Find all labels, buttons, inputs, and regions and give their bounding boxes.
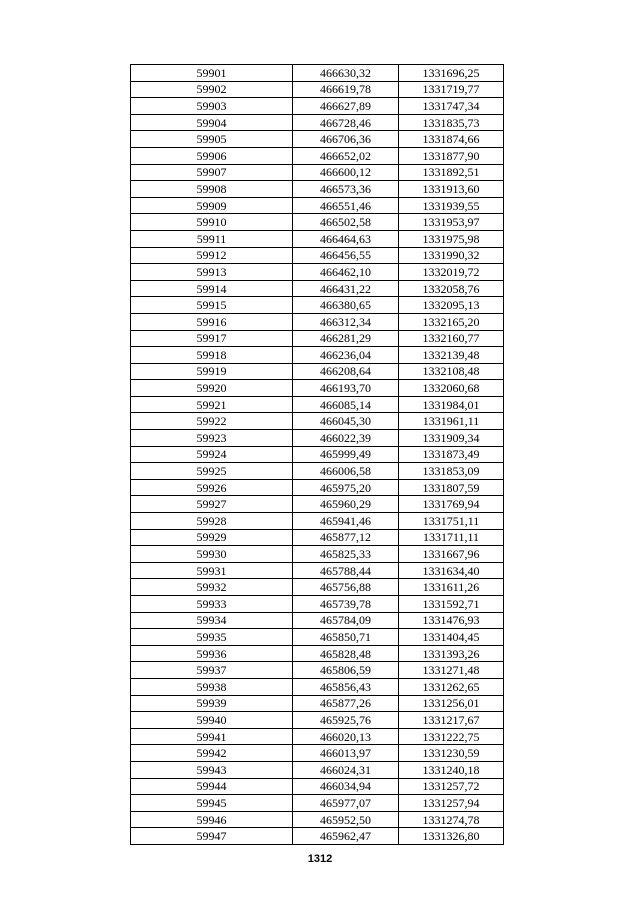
- x-coordinate-cell: 466281,29: [293, 330, 399, 347]
- y-coordinate-cell: 1331807,59: [399, 479, 504, 496]
- y-coordinate-cell: 1331751,11: [399, 513, 504, 530]
- x-coordinate-cell: 465850,71: [293, 629, 399, 646]
- x-coordinate-cell: 465756,88: [293, 579, 399, 596]
- table-row: [131, 214, 504, 231]
- table-row: [131, 380, 504, 397]
- page-number: 1312: [307, 853, 333, 865]
- y-coordinate-cell: 1331835,73: [399, 114, 504, 131]
- point-id-cell: 59932: [131, 579, 293, 596]
- point-id-cell: 59919: [131, 363, 293, 380]
- x-coordinate-cell: 466085,14: [293, 396, 399, 413]
- table-row: [131, 430, 504, 447]
- y-coordinate-cell: 1331667,96: [399, 546, 504, 563]
- point-id-cell: 59916: [131, 313, 293, 330]
- y-coordinate-cell: 1332060,68: [399, 380, 504, 397]
- y-coordinate-cell: 1331274,78: [399, 811, 504, 828]
- x-coordinate-cell: 465999,49: [293, 446, 399, 463]
- x-coordinate-cell: 466464,63: [293, 230, 399, 247]
- table-row: [131, 811, 504, 828]
- y-coordinate-cell: 1332058,76: [399, 280, 504, 297]
- table-row: [131, 629, 504, 646]
- x-coordinate-cell: 466034,94: [293, 778, 399, 795]
- y-coordinate-cell: 1331611,26: [399, 579, 504, 596]
- y-coordinate-cell: 1331939,55: [399, 197, 504, 214]
- y-coordinate-cell: 1331271,48: [399, 662, 504, 679]
- point-id-cell: 59917: [131, 330, 293, 347]
- table-row: [131, 297, 504, 314]
- y-coordinate-cell: 1331874,66: [399, 131, 504, 148]
- x-coordinate-cell: 465828,48: [293, 645, 399, 662]
- table-row: [131, 645, 504, 662]
- table-row: [131, 712, 504, 729]
- table-row: [131, 181, 504, 198]
- x-coordinate-cell: 466456,55: [293, 247, 399, 264]
- table-row: [131, 413, 504, 430]
- y-coordinate-cell: 1331892,51: [399, 164, 504, 181]
- y-coordinate-cell: 1331257,72: [399, 778, 504, 795]
- table-row: [131, 347, 504, 364]
- table-row: [131, 230, 504, 247]
- x-coordinate-cell: 465877,12: [293, 529, 399, 546]
- point-id-cell: 59924: [131, 446, 293, 463]
- x-coordinate-cell: 466431,22: [293, 280, 399, 297]
- y-coordinate-cell: 1331230,59: [399, 745, 504, 762]
- point-id-cell: 59904: [131, 114, 293, 131]
- point-id-cell: 59921: [131, 396, 293, 413]
- point-id-cell: 59929: [131, 529, 293, 546]
- point-id-cell: 59940: [131, 712, 293, 729]
- y-coordinate-cell: 1332160,77: [399, 330, 504, 347]
- point-id-cell: 59938: [131, 678, 293, 695]
- x-coordinate-cell: 465825,33: [293, 546, 399, 563]
- x-coordinate-cell: 465788,44: [293, 562, 399, 579]
- point-id-cell: 59926: [131, 479, 293, 496]
- y-coordinate-cell: 1331326,80: [399, 828, 504, 845]
- x-coordinate-cell: 466024,31: [293, 761, 399, 778]
- point-id-cell: 59931: [131, 562, 293, 579]
- table-row: [131, 562, 504, 579]
- x-coordinate-cell: 466006,58: [293, 463, 399, 480]
- x-coordinate-cell: 466380,65: [293, 297, 399, 314]
- point-id-cell: 59907: [131, 164, 293, 181]
- table-row: [131, 197, 504, 214]
- x-coordinate-cell: 465739,78: [293, 596, 399, 613]
- table-row: [131, 131, 504, 148]
- y-coordinate-cell: 1332165,20: [399, 313, 504, 330]
- coordinates-table-body: [131, 65, 504, 845]
- x-coordinate-cell: 465962,47: [293, 828, 399, 845]
- x-coordinate-cell: 465977,07: [293, 795, 399, 812]
- table-row: [131, 114, 504, 131]
- point-id-cell: 59937: [131, 662, 293, 679]
- y-coordinate-cell: 1331393,26: [399, 645, 504, 662]
- x-coordinate-cell: 466502,58: [293, 214, 399, 231]
- point-id-cell: 59944: [131, 778, 293, 795]
- y-coordinate-cell: 1331913,60: [399, 181, 504, 198]
- table-row: [131, 81, 504, 98]
- x-coordinate-cell: 466193,70: [293, 380, 399, 397]
- x-coordinate-cell: 465952,50: [293, 811, 399, 828]
- y-coordinate-cell: 1331696,25: [399, 65, 504, 82]
- x-coordinate-cell: 466462,10: [293, 264, 399, 281]
- point-id-cell: 59941: [131, 728, 293, 745]
- table-row: [131, 463, 504, 480]
- table-row: [131, 612, 504, 629]
- y-coordinate-cell: 1331953,97: [399, 214, 504, 231]
- point-id-cell: 59933: [131, 596, 293, 613]
- table-row: [131, 280, 504, 297]
- table-row: [131, 745, 504, 762]
- x-coordinate-cell: 466652,02: [293, 147, 399, 164]
- table-row: [131, 678, 504, 695]
- x-coordinate-cell: 466627,89: [293, 98, 399, 115]
- table-row: [131, 579, 504, 596]
- coordinates-table: [130, 64, 504, 845]
- table-row: [131, 313, 504, 330]
- table-row: [131, 795, 504, 812]
- table-row: [131, 396, 504, 413]
- x-coordinate-cell: 466013,97: [293, 745, 399, 762]
- point-id-cell: 59925: [131, 463, 293, 480]
- point-id-cell: 59920: [131, 380, 293, 397]
- table-row: [131, 330, 504, 347]
- y-coordinate-cell: 1331747,34: [399, 98, 504, 115]
- y-coordinate-cell: 1331719,77: [399, 81, 504, 98]
- point-id-cell: 59947: [131, 828, 293, 845]
- point-id-cell: 59912: [131, 247, 293, 264]
- table-row: [131, 761, 504, 778]
- point-id-cell: 59939: [131, 695, 293, 712]
- point-id-cell: 59905: [131, 131, 293, 148]
- y-coordinate-cell: 1331873,49: [399, 446, 504, 463]
- y-coordinate-cell: 1331256,01: [399, 695, 504, 712]
- y-coordinate-cell: 1331634,40: [399, 562, 504, 579]
- x-coordinate-cell: 465784,09: [293, 612, 399, 629]
- y-coordinate-cell: 1331476,93: [399, 612, 504, 629]
- point-id-cell: 59902: [131, 81, 293, 98]
- table-row: [131, 363, 504, 380]
- y-coordinate-cell: 1331853,09: [399, 463, 504, 480]
- point-id-cell: 59945: [131, 795, 293, 812]
- point-id-cell: 59914: [131, 280, 293, 297]
- x-coordinate-cell: 466728,46: [293, 114, 399, 131]
- x-coordinate-cell: 465806,59: [293, 662, 399, 679]
- table-row: [131, 695, 504, 712]
- table-row: [131, 247, 504, 264]
- table-row: [131, 728, 504, 745]
- x-coordinate-cell: 466022,39: [293, 430, 399, 447]
- x-coordinate-cell: 465941,46: [293, 513, 399, 530]
- point-id-cell: 59934: [131, 612, 293, 629]
- table-row: [131, 264, 504, 281]
- point-id-cell: 59911: [131, 230, 293, 247]
- point-id-cell: 59908: [131, 181, 293, 198]
- y-coordinate-cell: 1331984,01: [399, 396, 504, 413]
- y-coordinate-cell: 1331769,94: [399, 496, 504, 513]
- x-coordinate-cell: 466551,46: [293, 197, 399, 214]
- y-coordinate-cell: 1331217,67: [399, 712, 504, 729]
- table-row: [131, 662, 504, 679]
- point-id-cell: 59946: [131, 811, 293, 828]
- x-coordinate-cell: 465960,29: [293, 496, 399, 513]
- table-row: [131, 479, 504, 496]
- point-id-cell: 59913: [131, 264, 293, 281]
- y-coordinate-cell: 1331222,75: [399, 728, 504, 745]
- y-coordinate-cell: 1331975,98: [399, 230, 504, 247]
- x-coordinate-cell: 466619,78: [293, 81, 399, 98]
- point-id-cell: 59910: [131, 214, 293, 231]
- table-row: [131, 828, 504, 845]
- point-id-cell: 59943: [131, 761, 293, 778]
- y-coordinate-cell: 1331592,71: [399, 596, 504, 613]
- point-id-cell: 59936: [131, 645, 293, 662]
- x-coordinate-cell: 466312,34: [293, 313, 399, 330]
- x-coordinate-cell: 466236,04: [293, 347, 399, 364]
- point-id-cell: 59906: [131, 147, 293, 164]
- table-row: [131, 164, 504, 181]
- x-coordinate-cell: 466630,32: [293, 65, 399, 82]
- y-coordinate-cell: 1332095,13: [399, 297, 504, 314]
- y-coordinate-cell: 1332108,48: [399, 363, 504, 380]
- x-coordinate-cell: 466706,36: [293, 131, 399, 148]
- point-id-cell: 59942: [131, 745, 293, 762]
- table-row: [131, 596, 504, 613]
- y-coordinate-cell: 1331404,45: [399, 629, 504, 646]
- table-row: [131, 513, 504, 530]
- x-coordinate-cell: 466045,30: [293, 413, 399, 430]
- y-coordinate-cell: 1331961,11: [399, 413, 504, 430]
- x-coordinate-cell: 466600,12: [293, 164, 399, 181]
- x-coordinate-cell: 465877,26: [293, 695, 399, 712]
- point-id-cell: 59922: [131, 413, 293, 430]
- point-id-cell: 59930: [131, 546, 293, 563]
- point-id-cell: 59923: [131, 430, 293, 447]
- table-row: [131, 446, 504, 463]
- x-coordinate-cell: 466573,36: [293, 181, 399, 198]
- point-id-cell: 59915: [131, 297, 293, 314]
- point-id-cell: 59901: [131, 65, 293, 82]
- x-coordinate-cell: 465925,76: [293, 712, 399, 729]
- y-coordinate-cell: 1331262,65: [399, 678, 504, 695]
- table-row: [131, 65, 504, 82]
- table-row: [131, 147, 504, 164]
- x-coordinate-cell: 466208,64: [293, 363, 399, 380]
- y-coordinate-cell: 1331257,94: [399, 795, 504, 812]
- point-id-cell: 59909: [131, 197, 293, 214]
- y-coordinate-cell: 1331877,90: [399, 147, 504, 164]
- point-id-cell: 59928: [131, 513, 293, 530]
- y-coordinate-cell: 1331990,32: [399, 247, 504, 264]
- point-id-cell: 59918: [131, 347, 293, 364]
- y-coordinate-cell: 1331240,18: [399, 761, 504, 778]
- table-row: [131, 778, 504, 795]
- x-coordinate-cell: 465975,20: [293, 479, 399, 496]
- y-coordinate-cell: 1332139,48: [399, 347, 504, 364]
- table-row: [131, 496, 504, 513]
- table-row: [131, 98, 504, 115]
- y-coordinate-cell: 1332019,72: [399, 264, 504, 281]
- y-coordinate-cell: 1331711,11: [399, 529, 504, 546]
- point-id-cell: 59935: [131, 629, 293, 646]
- point-id-cell: 59927: [131, 496, 293, 513]
- x-coordinate-cell: 466020,13: [293, 728, 399, 745]
- table-row: [131, 546, 504, 563]
- table-row: [131, 529, 504, 546]
- x-coordinate-cell: 465856,43: [293, 678, 399, 695]
- y-coordinate-cell: 1331909,34: [399, 430, 504, 447]
- point-id-cell: 59903: [131, 98, 293, 115]
